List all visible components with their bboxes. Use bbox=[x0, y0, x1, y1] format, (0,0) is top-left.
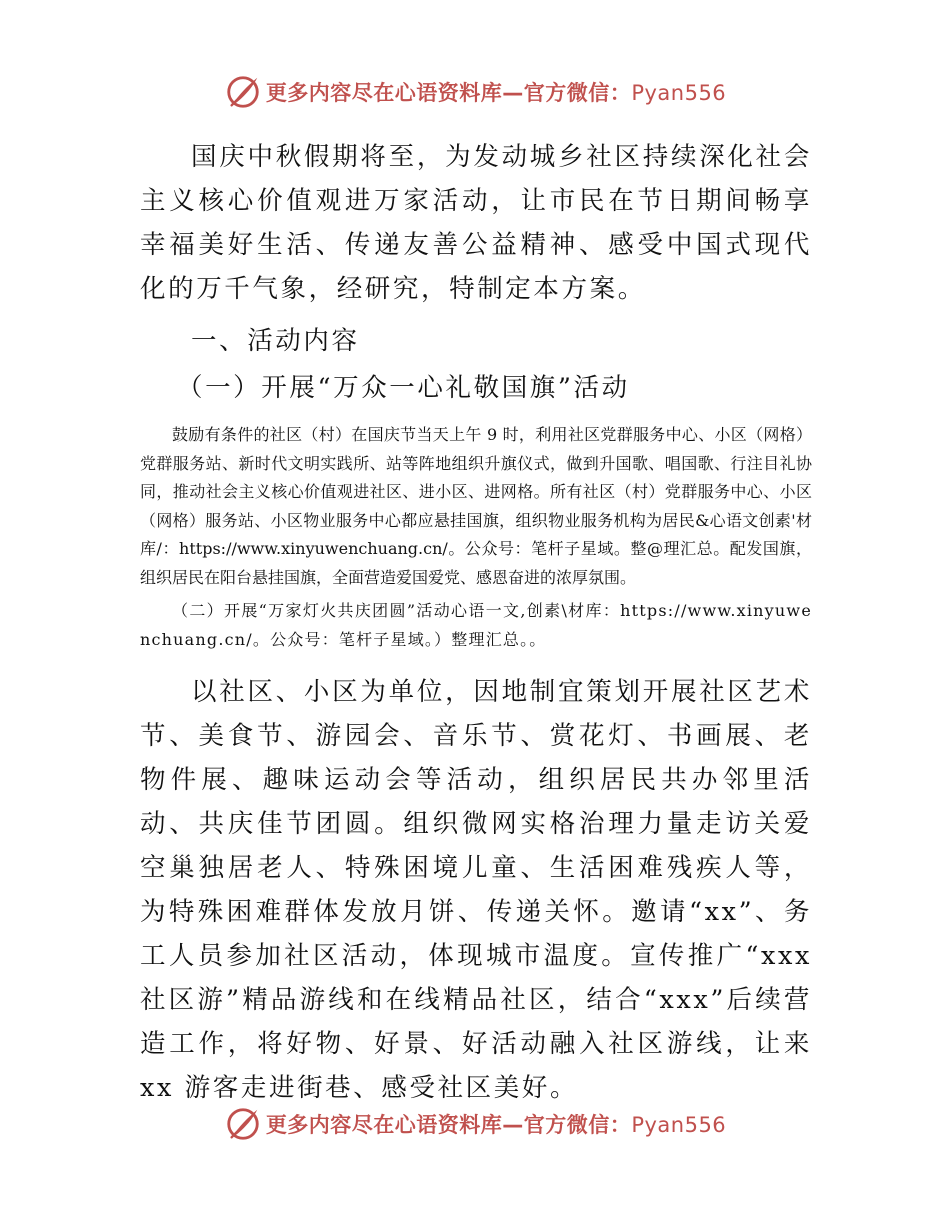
header-banner bbox=[0, 70, 950, 114]
section-heading: 一、活动内容 bbox=[191, 326, 360, 356]
subsection-2-body: 以社区、小区为单位，因地制宜策划开展社区艺术节、美食节、游园会、音乐节、赏花灯、书画展、老物件展、趣味运动会等活动，组织居民共办邻里活动、共庆佳节团圆。组织微网实格治理力量走访关爱空巢独居老人、特殊困境儿童、生活困难残疾人等，为特殊困难群体发放月饼、传递关怀。邀请“xx”、务工人员参加社区活动，体现城市温度。宣传推广“xxx 社区游”精品游线和在线精品社区，结合“xxx”后续营造工作，将好物、好景、好活动融入社区游线，让来 xx 游客走进街巷、感受社区美好。 bbox=[140, 677, 812, 1103]
subsection-1-body: 鼓励有条件的社区（村）在国庆节当天上午 9 时，利用社区党群服务中心、小区（网格）党群服务站、新时代文明实践所、站等阵地组织升旗仪式，做到升国歌、唱国歌、行注目礼协同，推动社会主义核心价值观进社区、进小区、进网格。所有社区（村）党群服务中心、小区（网格）服务站、小区物业服务中心都应悬挂国旗，组织物业服务机构为居民&心语文创素'材库/：https://www.xinyuwenchuang.cn/。公众号：笔杆子星域。整@理汇总。配发国旗，组织居民在阳台悬挂国旗，全面营造爱国爱党、感恩奋进的浓厚氛围。 bbox=[140, 425, 812, 587]
banner-wechat-handle: Pyan556 bbox=[631, 81, 727, 105]
banner-text: 更多内容尽在心语资料库—官方微信：Pyan556 bbox=[265, 1113, 727, 1137]
subsection-heading-1: （一）开展“万众一心礼敬国旗”活动 bbox=[176, 373, 630, 403]
document-body bbox=[140, 135, 812, 1110]
intro-paragraph: 国庆中秋假期将至，为发动城乡社区持续深化社会主义核心价值观进万家活动，让市民在节日期间畅享幸福美好生活、传递友善公益精神、感受中国式现代化的万千气象，经研究，特制定本方案。 bbox=[140, 142, 812, 304]
banner-text: 更多内容尽在心语资料库—官方微信：Pyan556 bbox=[265, 81, 727, 105]
footer-banner bbox=[0, 1102, 950, 1146]
quill-pen-logo-icon bbox=[224, 1105, 262, 1143]
banner-wechat-handle: Pyan556 bbox=[631, 1113, 727, 1137]
subsection-heading-2: （二）开展“万家灯火共庆团圆”活动心语一文,创素\材库：https://www.xinyuwenchuang.cn/。公众号：笔杆子星域。）整理汇总。。 bbox=[140, 601, 812, 649]
quill-pen-logo-icon bbox=[224, 73, 262, 111]
